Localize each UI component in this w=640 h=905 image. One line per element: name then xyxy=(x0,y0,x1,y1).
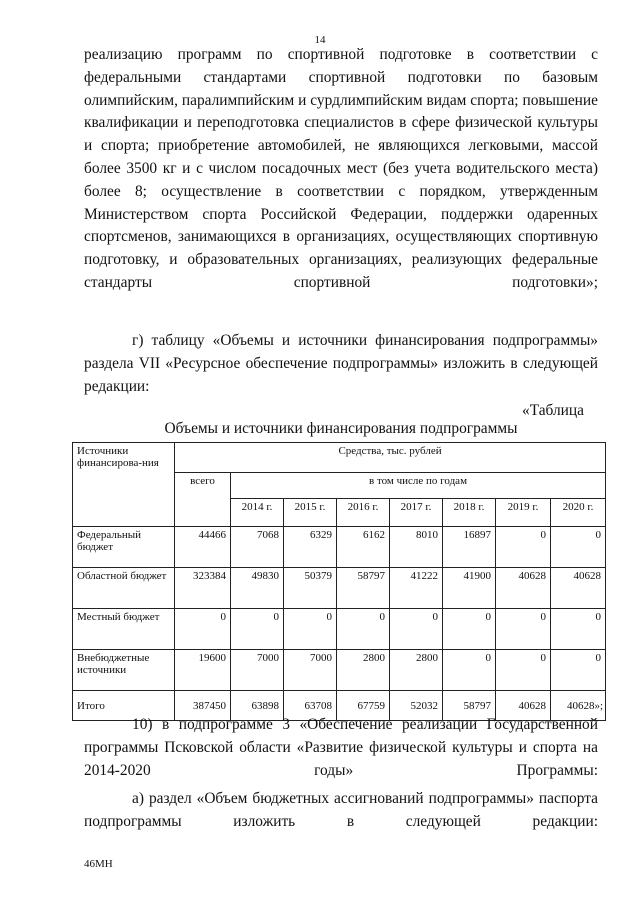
total-cell: 323384 xyxy=(175,568,231,609)
value-cell: 6162 xyxy=(337,527,390,568)
value-cell: 2800 xyxy=(390,650,443,691)
value-cell: 0 xyxy=(496,650,551,691)
row-label: Местный бюджет xyxy=(73,609,175,650)
year-header: 2020 г. xyxy=(551,499,606,527)
total-cell: 19600 xyxy=(175,650,231,691)
year-header: 2014 г. xyxy=(231,499,284,527)
value-cell: 63708 xyxy=(284,691,337,721)
total-cell: 44466 xyxy=(175,527,231,568)
value-cell: 50379 xyxy=(284,568,337,609)
value-cell: 41900 xyxy=(443,568,496,609)
item-g-paragraph: г) таблицу «Объемы и источники финансирования подпрограммы» раздела VII «Ресурсное обеспечение подпрограммы» изложить в следующей редакции: xyxy=(84,332,598,395)
value-cell: 40628 xyxy=(496,691,551,721)
value-cell: 63898 xyxy=(231,691,284,721)
value-cell: 7000 xyxy=(284,650,337,691)
table-row xyxy=(73,527,606,568)
financing-table xyxy=(72,442,606,721)
value-cell: 6329 xyxy=(284,527,337,568)
year-header: 2019 г. xyxy=(496,499,551,527)
item-10-paragraph: 10) в подпрограмме 3 «Обеспечение реализации Государственной программы Псковской области «Развитие физической культуры и спорта на 2014-2020 годы» Программы: xyxy=(84,716,598,779)
value-cell: 0 xyxy=(390,609,443,650)
table-row xyxy=(73,609,606,650)
table-row xyxy=(73,650,606,691)
value-cell: 0 xyxy=(231,609,284,650)
page-number: 14 xyxy=(314,34,326,46)
value-cell: 7068 xyxy=(231,527,284,568)
year-header: 2015 г. xyxy=(284,499,337,527)
total-cell: 0 xyxy=(175,609,231,650)
value-cell: 16897 xyxy=(443,527,496,568)
value-cell: 2800 xyxy=(337,650,390,691)
value-cell: 7000 xyxy=(231,650,284,691)
value-cell: 49830 xyxy=(231,568,284,609)
row-label: Федеральный бюджет xyxy=(73,527,175,568)
value-cell: 0 xyxy=(551,609,606,650)
row-label: Итого xyxy=(73,691,175,721)
value-cell: 0 xyxy=(551,650,606,691)
intro-paragraph: реализацию программ по спортивной подготовке в соответствии с федеральными стандартами спортивной подготовки по базовым олимпийским, паралимпийским и сурдлимпийским видам спорта; повышение квалификации и переподготовка специалистов в сфере физической культуры и спорта; приобретение автомобилей, не являющихся легковыми, массой более 3500 кг и с числом посадочных мест (без учета водительского места) более 8; осуществление в соответствии с порядком, утвержденным Министерством спорта Российской Федерации, поддержки одаренных спортсменов, занимающихся в организациях, осуществляющих спортивную подготовку, и образовательных организациях, реализующих федеральные стандарты спортивной подготовки»; xyxy=(84,46,598,291)
funds-header: Средства, тыс. рублей xyxy=(175,443,606,473)
row-label: Областной бюджет xyxy=(73,568,175,609)
value-cell: 52032 xyxy=(390,691,443,721)
value-cell: 0 xyxy=(443,650,496,691)
value-cell: 40628 xyxy=(551,568,606,609)
value-cell: 40628 xyxy=(496,568,551,609)
source-header: Источники финансирова-ния xyxy=(73,443,175,527)
value-cell: 58797 xyxy=(337,568,390,609)
year-header: 2016 г. xyxy=(337,499,390,527)
footer-code: 46МН xyxy=(84,858,113,870)
year-header: 2017 г. xyxy=(390,499,443,527)
table-title: Объемы и источники финансирования подпрограммы xyxy=(164,420,518,437)
value-cell: 0 xyxy=(284,609,337,650)
value-cell: 0 xyxy=(496,609,551,650)
item-a-paragraph: а) раздел «Объем бюджетных ассигнований подпрограммы» паспорта подпрограммы изложить в следующей редакции: xyxy=(84,790,598,830)
value-cell: 67759 xyxy=(337,691,390,721)
by-years-header: в том числе по годам xyxy=(231,473,606,499)
value-cell: 0 xyxy=(496,527,551,568)
table-row xyxy=(73,568,606,609)
table-caption: «Таблица xyxy=(522,402,584,419)
value-cell: 58797 xyxy=(443,691,496,721)
value-cell: 40628»; xyxy=(551,691,606,721)
value-cell: 0 xyxy=(443,609,496,650)
row-label: Внебюджетные источники xyxy=(73,650,175,691)
value-cell: 8010 xyxy=(390,527,443,568)
value-cell: 0 xyxy=(337,609,390,650)
total-cell: 387450 xyxy=(175,691,231,721)
year-header: 2018 г. xyxy=(443,499,496,527)
value-cell: 41222 xyxy=(390,568,443,609)
total-header: всего xyxy=(175,473,231,527)
value-cell: 0 xyxy=(551,527,606,568)
